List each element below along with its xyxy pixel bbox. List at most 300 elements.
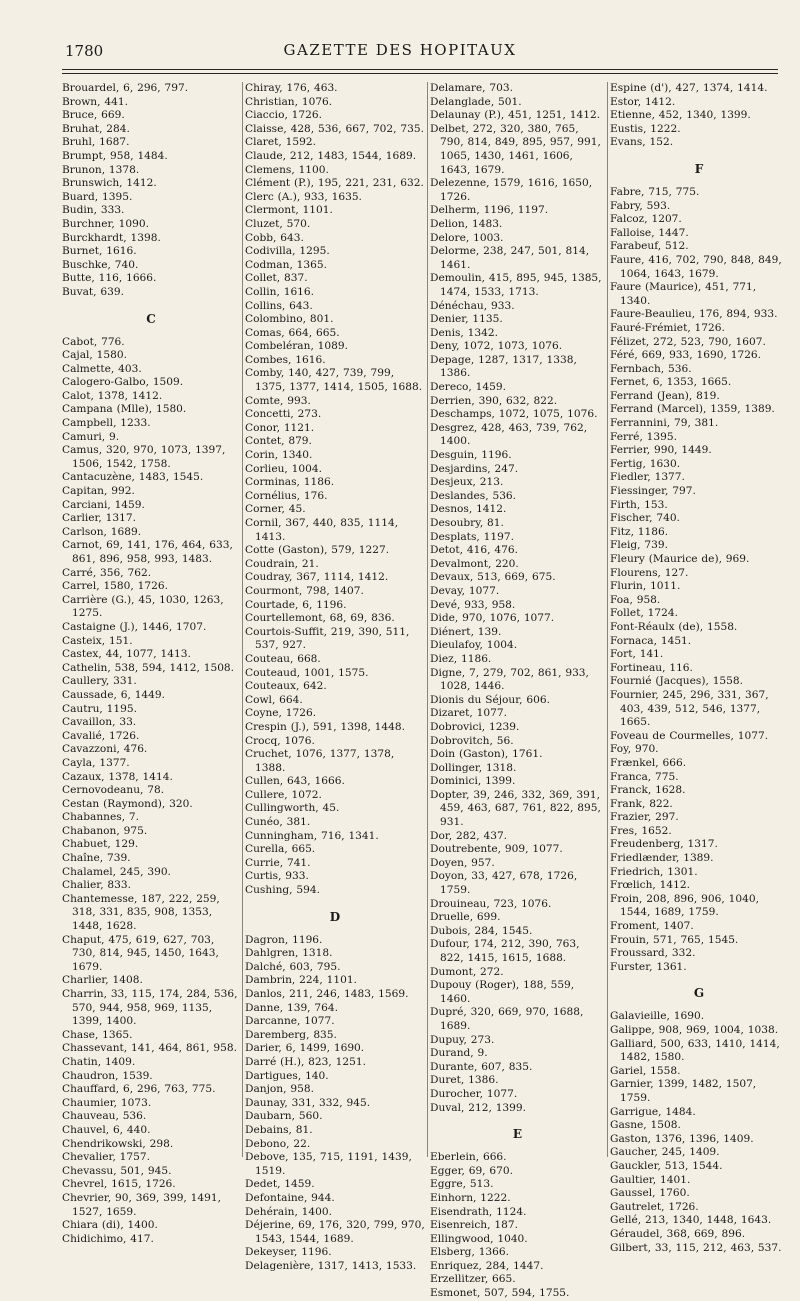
index-entry: Chaput, 475, 619, 627, 703, 730, 814, 945, 1450, 1643, 1679. [62,933,219,973]
index-entry: Claret, 1592. [245,136,316,149]
index-entry: Ferrannini, 79, 381. [610,417,719,430]
index-entry: Durante, 607, 835. [430,1060,533,1073]
index-entry: Frank, 822. [610,797,673,810]
index-entry: Cazaux, 1378, 1414. [62,770,173,783]
index-entry: Garrigue, 1484. [610,1105,696,1118]
index-entry: Fertig, 1630. [610,457,681,470]
index-entry: Budin, 333. [62,204,125,217]
index-entry: Delaunay (P.), 451, 1251, 1412. [430,109,601,122]
index-entry: Clerc (A.), 933, 1635. [245,190,362,203]
index-entry: Debono, 22. [245,1137,311,1150]
index-entry: Gautrelet, 1726. [610,1200,699,1213]
index-entry: Corin, 1340. [245,449,313,462]
index-entry: Couteaud, 1001, 1575. [245,666,369,679]
index-entry: Dambrin, 224, 1101. [245,974,357,987]
index-entry: Delore, 1003. [430,231,504,244]
index-entry: Cavazzoni, 476. [62,743,148,756]
index-entry: Darcanne, 1077. [245,1015,335,1028]
index-entry: Depage, 1287, 1317, 1338, 1386. [430,353,577,380]
index-entry: Cunéo, 381. [245,816,311,829]
index-entry: Frænkel, 666. [610,756,687,769]
index-entry: Devalmont, 220. [430,557,519,570]
index-entry: Fort, 141. [610,648,664,661]
index-entry: Carnot, 69, 141, 176, 464, 633, 861, 896, 958, 993, 1483. [62,539,233,565]
index-entry: Fiedler, 1377. [610,471,685,484]
index-entry: Devay, 1077. [430,584,500,597]
index-entry: Flurin, 1011. [610,580,681,593]
index-entry: Brumpt, 958, 1484. [62,149,168,162]
index-entry: Coudrain, 21. [245,557,319,570]
index-entry: Delamare, 703. [430,82,513,94]
index-entry: Cullen, 643, 1666. [245,775,345,788]
index-entry: Codman, 1365. [245,258,328,271]
index-entry: Claude, 212, 1483, 1544, 1689. [245,149,417,162]
index-entry: Fleury (Maurice de), 969. [610,553,750,565]
index-entry: Eisenreich, 187. [430,1219,518,1232]
index-entry: Chauvel, 6, 440. [62,1123,151,1136]
index-entry: Franca, 775. [610,770,679,783]
index-entry: Doin (Gaston), 1761. [430,748,543,761]
index-entry: Dekeyser, 1196. [245,1246,332,1259]
index-entry: Dubois, 284, 1545. [430,924,533,937]
index-entry: Dagron, 1196. [245,933,323,946]
index-entry: Collins, 643. [245,299,313,312]
index-entry: Desnos, 1412. [430,503,507,516]
index-entry: Devé, 933, 958. [430,598,516,611]
index-entry: Combeléran, 1089. [245,340,349,353]
index-entry: Dopter, 39, 246, 332, 369, 391, 459, 463, 687, 761, 822, 895, 931. [430,788,601,829]
index-entry: Evans, 152. [610,136,674,149]
index-entry: Chiray, 176, 463. [245,82,338,94]
index-entry: Druelle, 699. [430,911,501,924]
index-entry: Dizaret, 1077. [430,707,507,720]
index-entry: Dénéchau, 933. [430,299,515,312]
index-entry: Etienne, 452, 1340, 1399. [610,109,751,122]
index-entry: Doyen, 957. [430,856,495,869]
index-entry: Codivilla, 1295. [245,245,330,258]
index-entry: Froin, 208, 896, 906, 1040, 1544, 1689, 1759. [610,892,759,919]
index-entry: Desjeux, 213. [430,476,504,489]
index-entry: Cullingworth, 45. [245,802,340,815]
index-entry: Dominici, 1399. [430,775,516,788]
index-columns [62,82,782,1300]
column-divider [427,82,428,1157]
index-entry: Charlier, 1408. [62,974,143,987]
index-entry: Delorme, 238, 247, 501, 814, 1461. [430,245,590,271]
index-entry: Dedet, 1459. [245,1178,315,1191]
index-entry: Desoubry, 81. [430,517,504,529]
index-entry: Chauveau, 536. [62,1110,147,1123]
index-entry: Féré, 669, 933, 1690, 1726. [610,349,762,362]
index-entry: Falcoz, 1207. [610,213,682,226]
index-entry: Faure (Maurice), 451, 771, 1340. [610,281,757,307]
index-entry: Buvat, 639. [62,285,124,298]
index-entry: Carrel, 1580, 1726. [62,580,168,593]
index-entry: Castaigne (J.), 1446, 1707. [62,620,207,633]
index-entry: Conor, 1121. [245,421,315,434]
index-entry: Courtade, 6, 1196. [245,598,347,611]
index-entry: Faure, 416, 702, 790, 848, 849, 1064, 1643, 1679. [610,253,782,280]
index-entry: Gaucher, 245, 1409. [610,1146,720,1159]
index-entry: Devaux, 513, 669, 675. [430,571,556,584]
index-entry: Brouardel, 6, 296, 797. [62,82,189,94]
index-entry: Ciaccio, 1726. [245,109,323,122]
index-entry: Denis, 1342. [430,326,498,339]
index-entry: Bruhat, 284. [62,122,130,135]
index-entry: Coudray, 367, 1114, 1412. [245,571,389,584]
index-entry: Claisse, 428, 536, 667, 702, 735. [245,122,424,135]
index-entry: Freudenberg, 1317. [610,838,718,851]
index-entry: Burckhardt, 1398. [62,231,161,244]
index-entry: Doyon, 33, 427, 678, 1726, 1759. [430,870,578,897]
index-entry: Falloise, 1447. [610,226,689,239]
index-entry: Froussard, 332. [610,947,696,960]
index-entry: Crespin (J.), 591, 1398, 1448. [245,720,406,733]
index-entry: Cunningham, 716, 1341. [245,829,379,842]
index-entry: Friedrich, 1301. [610,865,698,878]
index-entry: Elsberg, 1366. [430,1246,510,1259]
index-entry: Galippe, 908, 969, 1004, 1038. [610,1024,779,1036]
index-entry: Courtois-Suffit, 219, 390, 511, 537, 927. [245,625,410,652]
index-entry: Cathelin, 538, 594, 1412, 1508. [62,661,235,674]
index-entry: Corlieu, 1004. [245,462,322,475]
index-entry: Chevalier, 1757. [62,1151,151,1164]
index-entry: Buschke, 740. [62,258,139,271]
index-entry: Frœlich, 1412. [610,879,690,892]
index-entry: Collin, 1616. [245,285,315,298]
index-entry: Chevrel, 1615, 1726. [62,1178,176,1191]
index-entry: Cobb, 643. [245,231,304,244]
index-entry: Frazier, 297. [610,811,679,824]
index-entry: Duval, 212, 1399. [430,1101,527,1114]
index-entry: Chidichimo, 417. [62,1232,154,1245]
index-entry: Burchner, 1090. [62,217,149,230]
index-entry: Foy, 970. [610,743,659,756]
index-entry: Fernbach, 536. [610,362,692,375]
index-entry: Franck, 1628. [610,784,686,797]
index-entry: Caullery, 331. [62,675,137,688]
index-entry: Concetti, 273. [245,408,322,421]
index-entry: Esmonet, 507, 594, 1755. [430,1287,570,1300]
letter-heading: D [329,909,341,924]
index-entry: Detot, 416, 476. [430,544,518,557]
column-divider [242,82,243,1157]
index-entry: Corner, 45. [245,503,306,516]
index-entry: Delbet, 272, 320, 380, 765, 790, 814, 849, 895, 957, 991, 1065, 1430, 1461, 1606, 1643, 1679. [430,122,601,176]
index-entry: Faure-Beaulieu, 176, 894, 933. [610,308,778,321]
index-entry: Charrin, 33, 115, 174, 284, 536, 570, 944, 958, 969, 1135, 1399, 1400. [62,988,238,1028]
index-entry: Brown, 441. [62,95,128,108]
index-entry: Burnet, 1616. [62,245,137,258]
index-entry: Fres, 1652. [610,824,672,837]
index-entry: Duret, 1386. [430,1074,499,1087]
index-entry: Espine (d'), 427, 1374, 1414. [610,82,768,94]
index-entry: Comas, 664, 665. [245,326,340,339]
index-entry: Daunay, 331, 332, 945. [245,1096,371,1109]
index-entry: Gasne, 1508. [610,1119,681,1132]
index-entry: Derrien, 390, 632, 822. [430,394,558,407]
index-entry: Bruhl, 1687. [62,136,130,149]
index-entry: Chevassu, 501, 945. [62,1164,172,1177]
index-entry: Fornaca, 1451. [610,634,692,647]
index-entry: Gaultier, 1401. [610,1173,691,1186]
index-entry: Durocher, 1077. [430,1087,518,1100]
index-entry: Delanglade, 501. [430,95,522,108]
index-entry: Desgrez, 428, 463, 739, 762, 1400. [430,421,588,448]
index-entry: Chase, 1365. [62,1028,133,1041]
index-entry: Félizet, 272, 523, 790, 1607. [610,335,766,348]
index-entry: Cantacuzène, 1483, 1545. [62,471,204,484]
index-entry: Couteau, 668. [245,652,321,665]
index-entry: Cluzet, 570. [245,217,311,230]
index-entry: Dollinger, 1318. [430,761,517,774]
index-entry: Carciani, 1459. [62,498,145,511]
index-entry: Deschamps, 1072, 1075, 1076. [430,408,598,421]
index-entry: Fournié (Jacques), 1558. [610,675,744,688]
index-entry: Chauffard, 6, 296, 763, 775. [62,1083,216,1096]
index-entry: Couteaux, 642. [245,680,327,693]
index-entry: Dartigues, 140. [245,1069,329,1082]
index-entry: Debove, 135, 715, 1191, 1439, 1519. [245,1151,412,1177]
index-entry: Cabot, 776. [62,335,125,348]
index-entry: Eustis, 1222. [610,122,681,135]
index-entry: Demoulin, 415, 895, 945, 1385, 1474, 1533, 1713. [430,272,602,298]
index-entry: Font-Réaulx (de), 1558. [610,620,738,633]
index-entry: Farabeuf, 512. [610,240,689,253]
index-entry: Campana (Mlle), 1580. [62,403,187,416]
index-entry: Chaîne, 739. [62,852,131,865]
index-entry: Galavieille, 1690. [610,1010,705,1023]
index-entry: Camus, 320, 970, 1073, 1397, 1506, 1542, 1758. [62,444,226,470]
index-entry: Chiara (di), 1400. [62,1219,158,1232]
index-entry: Cornil, 367, 440, 835, 1114, 1413. [245,517,399,543]
page-title: GAZETTE DES HOPITAUX [283,41,517,59]
index-entry: Chabanon, 975. [62,824,148,837]
index-entry: Calot, 1378, 1412. [62,389,163,402]
index-entry: Fiessinger, 797. [610,485,696,498]
index-entry: Caussade, 6, 1449. [62,688,166,701]
index-entry: Ferré, 1395. [610,430,678,443]
index-entry: Currie, 741. [245,856,311,869]
index-entry: Dor, 282, 437. [430,829,508,842]
letter-heading: G [693,986,705,1001]
index-entry: Christian, 1076. [245,95,333,108]
index-entry: Collet, 837. [245,272,308,285]
index-entry: Danjon, 958. [245,1083,314,1096]
page-header [0,36,800,66]
index-entry: Fauré-Frémiet, 1726. [610,321,725,334]
index-entry: Dehérain, 1400. [245,1205,333,1218]
index-entry: Estor, 1412. [610,95,676,108]
index-entry: Danne, 139, 764. [245,1001,339,1014]
header-rule [62,69,778,70]
index-entry: Gaussel, 1760. [610,1187,690,1200]
index-entry: Castex, 44, 1077, 1413. [62,648,191,661]
index-entry: Combes, 1616. [245,353,326,366]
index-entry: Cushing, 594. [245,884,321,897]
index-entry: Diénert, 139. [430,625,502,638]
index-entry: Clermont, 1101. [245,204,333,217]
index-entry: Darier, 6, 1499, 1690. [245,1042,365,1055]
index-entry: Corminas, 1186. [245,476,335,489]
index-entry: Dalché, 603, 795. [245,960,341,973]
index-entry: Chabannes, 7. [62,811,140,824]
index-entry: Carlson, 1689. [62,525,142,538]
index-entry: Einhorn, 1222. [430,1191,511,1204]
index-entry: Ferrand (Marcel), 1359, 1389. [610,403,775,416]
index-entry: Ferrier, 990, 1449. [610,444,712,457]
index-entry: Denier, 1135. [430,313,503,326]
index-entry: Garnier, 1399, 1482, 1507, 1759. [610,1078,757,1104]
index-entry: Gellé, 213, 1340, 1448, 1643. [610,1214,772,1227]
index-entry: Flourens, 127. [610,566,689,579]
index-entry: Dupouy (Roger), 188, 559, 1460. [430,979,575,1005]
index-entry: Desplats, 1197. [430,530,514,543]
index-entry: Capitan, 992. [62,485,135,498]
index-entry: Camuri, 9. [62,430,120,443]
index-entry: Gariel, 1558. [610,1064,681,1077]
index-entry: Firth, 153. [610,498,668,511]
index-entry: Gaston, 1376, 1396, 1409. [610,1132,754,1145]
index-entry: Desguin, 1196. [430,449,512,462]
index-column-4 [610,82,788,1254]
index-entry: Fortineau, 116. [610,661,693,674]
index-entry: Enriquez, 284, 1447. [430,1259,544,1272]
index-entry: Fernet, 6, 1353, 1665. [610,376,732,389]
index-entry: Eisendrath, 1124. [430,1205,527,1218]
index-entry: Ferrand (Jean), 819. [610,389,720,402]
index-entry: Brunon, 1378. [62,163,140,176]
index-entry: Cajal, 1580. [62,349,127,362]
index-entry: Cautru, 1195. [62,702,137,715]
letter-heading: F [694,161,704,176]
index-entry: Déjerine, 69, 176, 320, 799, 970, 1543, 1544, 1689. [245,1219,425,1245]
index-entry: Cayla, 1377. [62,756,130,769]
index-entry: Casteix, 151. [62,634,133,647]
index-entry: Cernovodeanu, 78. [62,784,165,797]
index-entry: Deny, 1072, 1073, 1076. [430,340,563,353]
index-entry: Chendrikowski, 298. [62,1137,174,1150]
index-entry: Digne, 7, 279, 702, 861, 933, 1028, 1446. [430,666,589,693]
index-entry: Coyne, 1726. [245,707,317,720]
index-column-1 [62,82,240,1245]
index-entry: Delion, 1483. [430,217,503,230]
index-entry: Gauckler, 513, 1544. [610,1159,723,1172]
index-entry: Fleig, 739. [610,539,669,552]
index-entry: Froment, 1407. [610,920,694,933]
index-entry: Dupuy, 273. [430,1033,495,1046]
index-entry: Campbell, 1233. [62,417,151,430]
index-entry: Ellingwood, 1040. [430,1232,528,1245]
index-entry: Durand, 9. [430,1047,488,1060]
index-entry: Crocq, 1076. [245,734,315,747]
index-entry: Danlos, 211, 246, 1483, 1569. [245,988,409,1000]
index-entry: Eggre, 513. [430,1178,494,1191]
index-entry: Gilbert, 33, 115, 212, 463, 537. [610,1241,782,1254]
index-entry: Daremberg, 835. [245,1028,337,1041]
index-entry: Chalier, 833. [62,879,132,892]
index-entry: Chevrier, 90, 369, 399, 1491, 1527, 1659. [62,1191,221,1218]
index-entry: Clément (P.), 195, 221, 231, 632. [245,177,424,190]
index-entry: Chabuet, 129. [62,838,139,851]
column-divider [607,82,608,1157]
index-entry: Dahlgren, 1318. [245,947,333,960]
index-entry: Cruchet, 1076, 1377, 1378, 1388. [245,748,395,774]
index-entry: Fischer, 740. [610,512,680,525]
index-entry: Courmont, 798, 1407. [245,584,364,597]
index-entry: Fournier, 245, 296, 331, 367, 403, 439, 512, 546, 1377, 1665. [610,688,769,729]
index-entry: Cavaillon, 33. [62,716,137,729]
index-entry: Furster, 1361. [610,960,687,973]
index-entry: Dobrovici, 1239. [430,720,520,733]
index-entry: Chatin, 1409. [62,1055,136,1068]
index-entry: Comte, 993. [245,394,311,407]
index-entry: Chaudron, 1539. [62,1069,153,1082]
index-entry: Carré, 356, 762. [62,566,152,579]
index-entry: Calogero-Galbo, 1509. [62,376,184,389]
index-entry: Carrière (G.), 45, 1030, 1263, 1275. [62,593,224,620]
index-entry: Dufour, 174, 212, 390, 763, 822, 1415, 1615, 1688. [430,938,580,964]
index-entry: Debains, 81. [245,1123,313,1136]
index-entry: Dereco, 1459. [430,381,506,394]
index-entry: Brunswich, 1412. [62,177,157,190]
index-entry: Buard, 1395. [62,190,133,203]
index-entry: Bruce, 669. [62,109,125,122]
index-entry: Cowl, 664. [245,693,303,706]
index-entry: Cavalié, 1726. [62,729,140,742]
index-entry: Carlier, 1317. [62,512,136,525]
index-entry: Darré (H.), 823, 1251. [245,1055,366,1068]
index-entry: Cotte (Gaston), 579, 1227. [245,544,390,557]
index-entry: Cestan (Raymond), 320. [62,797,193,810]
index-entry: Chaumier, 1073. [62,1096,152,1109]
index-entry: Cornélius, 176. [245,489,328,502]
index-entry: Galliard, 500, 633, 1410, 1414, 1482, 1580. [610,1037,780,1064]
index-entry: Dumont, 272. [430,965,504,978]
index-entry: Curtis, 933. [245,870,309,883]
index-entry: Defontaine, 944. [245,1191,335,1204]
page-number: 1780 [65,42,104,60]
index-column-2 [245,82,425,1272]
index-entry: Drouineau, 723, 1076. [430,897,552,910]
header-rule-thin [62,73,778,74]
index-entry: Deslandes, 536. [430,489,517,502]
index-entry: Diez, 1186. [430,652,492,665]
index-entry: Delezenne, 1579, 1616, 1650, 1726. [430,177,593,203]
index-entry: Cullere, 1072. [245,788,322,801]
index-entry: Daubarn, 560. [245,1110,323,1123]
letter-heading: C [146,311,156,326]
index-entry: Calmette, 403. [62,362,142,375]
index-entry: Desjardins, 247. [430,462,519,475]
index-entry: Dupré, 320, 669, 970, 1688, 1689. [430,1006,584,1032]
index-entry: Chassevant, 141, 464, 861, 958. [62,1042,237,1055]
index-entry: Doutrebente, 909, 1077. [430,843,563,856]
index-entry: Delagenière, 1317, 1413, 1533. [245,1259,417,1272]
index-entry: Egger, 69, 670. [430,1164,514,1177]
index-entry: Dieulafoy, 1004. [430,639,518,652]
index-entry: Erzellitzer, 665. [430,1273,516,1286]
index-entry: Curella, 665. [245,843,316,856]
index-entry: Dobrovitch, 56. [430,734,514,747]
index-entry: Fitz, 1186. [610,525,669,538]
index-entry: Dide, 970, 1076, 1077. [430,612,555,625]
index-entry: Courtellemont, 68, 69, 836. [245,612,395,625]
index-entry: Fabre, 715, 775. [610,185,700,198]
index-entry: Foveau de Courmelles, 1077. [610,729,769,742]
index-entry: Chalamel, 245, 390. [62,865,171,878]
letter-heading: E [512,1127,523,1142]
